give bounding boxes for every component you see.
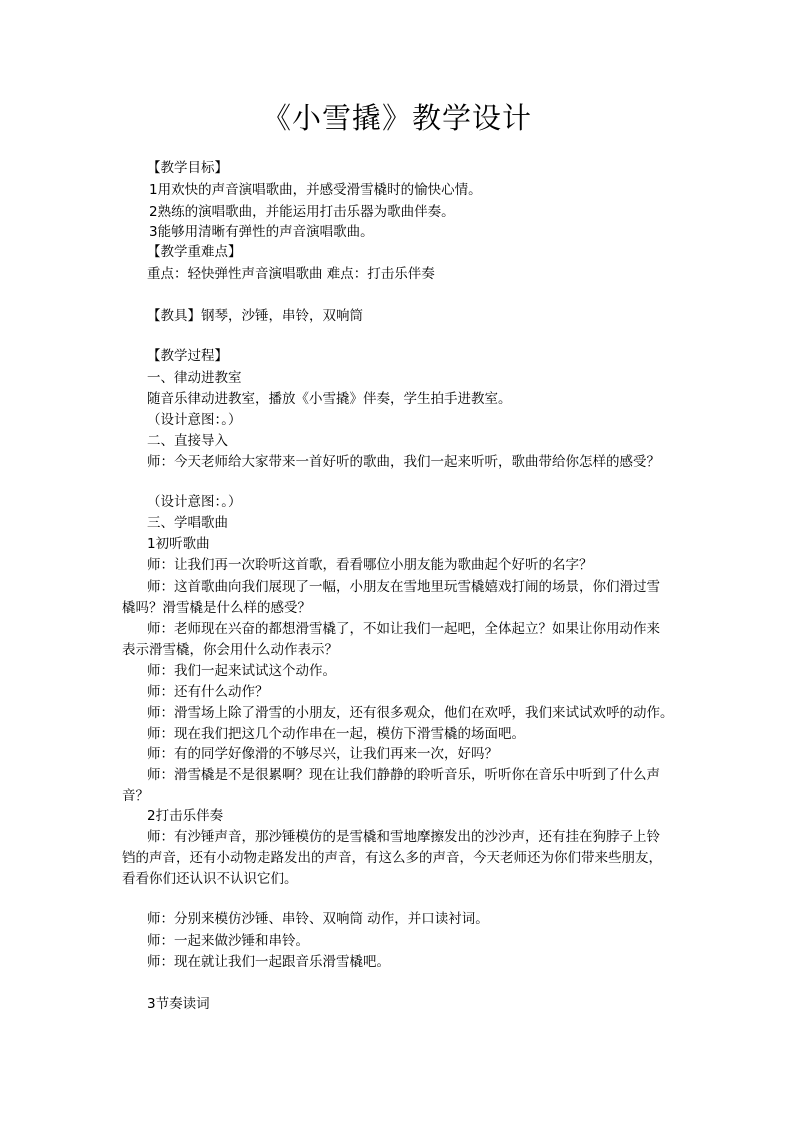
paragraph-line: 师：滑雪橇是不是很累啊？现在让我们静静的聆听音乐，听听你在音乐中听到了什么声 — [147, 767, 660, 783]
paragraph-line: 橇吗？滑雪橇是什么样的感受？ — [122, 600, 311, 616]
document-title: 《小雪撬》教学设计 — [261, 101, 532, 135]
paragraph-line: 随音乐律动进教室，播放《小雪撬》伴奏，学生拍手进教室。 — [147, 391, 512, 407]
paragraph-line: 师：有沙锤声音，那沙锤模仿的是雪橇和雪地摩擦发出的沙沙声，还有挂在狗脖子上铃 — [147, 829, 660, 845]
objective-item: 2熟练的演唱歌曲，并能运用打击乐器为歌曲伴奏。 — [149, 204, 455, 220]
paragraph-line: 师：有的同学好像滑的不够尽兴，让我们再来一次，好吗？ — [147, 746, 498, 762]
paragraph-line: 看看你们还认识不认识它们。 — [122, 871, 298, 887]
paragraph-line: 师：我们一起来试试这个动作。 — [147, 663, 336, 679]
paragraph-line: 师：滑雪场上除了滑雪的小朋友，还有很多观众，他们在欢呼，我们来试试欢呼的动作。 — [147, 705, 674, 721]
paragraph-line: 铛的声音，还有小动物走路发出的声音，有这么多的声音，今天老师还为你们带来些朋友， — [122, 850, 662, 866]
section-heading-materials: 【教具】钢琴，沙锤，串铃，双响筒 — [147, 308, 363, 324]
paragraph-line: 师：这首歌曲向我们展现了一幅，小朋友在雪地里玩雪橇嬉戏打闹的场景，你们滑过雪 — [147, 579, 660, 595]
section-heading-objectives: 【教学目标】 — [147, 160, 228, 176]
design-intent-note: （设计意图：。） — [147, 494, 242, 510]
paragraph-line: 师：今天老师给大家带来一首好听的歌曲，我们一起来听听，歌曲带给你怎样的感受？ — [147, 454, 660, 470]
paragraph-line: 师：让我们再一次聆听这首歌，看看哪位小朋友能为歌曲起个好听的名字？ — [147, 557, 593, 573]
sub-step-heading: 3节奏读词 — [147, 996, 210, 1012]
process-step-heading: 三、学唱歌曲 — [147, 515, 228, 531]
paragraph-line: 师：现在就让我们一起跟音乐滑雪橇吧。 — [147, 954, 390, 970]
paragraph-line: 音？ — [122, 788, 149, 804]
paragraph-line: 师：还有什么动作？ — [147, 684, 269, 700]
paragraph-line: 师：老师现在兴奋的都想滑雪橇了，不如让我们一起吧，全体起立？如果让你用动作来 — [147, 621, 660, 637]
paragraph-line: 表示滑雪橇，你会用什么动作表示？ — [122, 642, 338, 658]
key-points-text: 重点：轻快弹性声音演唱歌曲 难点：打击乐伴奏 — [147, 266, 435, 282]
section-heading-process: 【教学过程】 — [147, 348, 228, 364]
paragraph-line: 师：分别来模仿沙锤、串铃、双响筒 动作，并口读衬词。 — [147, 911, 489, 927]
sub-step-heading: 2打击乐伴奏 — [147, 808, 224, 824]
sub-step-heading: 1初听歌曲 — [147, 536, 210, 552]
paragraph-line: 师：一起来做沙锤和串铃。 — [147, 933, 309, 949]
process-step-heading: 一、律动进教室 — [147, 370, 242, 386]
section-heading-key-points: 【教学重难点】 — [147, 244, 242, 260]
objective-item: 1用欢快的声音演唱歌曲，并感受滑雪橇时的愉快心情。 — [149, 182, 482, 198]
objective-item: 3能够用清晰有弹性的声音演唱歌曲。 — [149, 224, 374, 240]
design-intent-note: （设计意图：。） — [147, 412, 242, 428]
paragraph-line: 师：现在我们把这几个动作串在一起，模仿下滑雪橇的场面吧。 — [147, 726, 525, 742]
process-step-heading: 二、直接导入 — [147, 433, 228, 449]
